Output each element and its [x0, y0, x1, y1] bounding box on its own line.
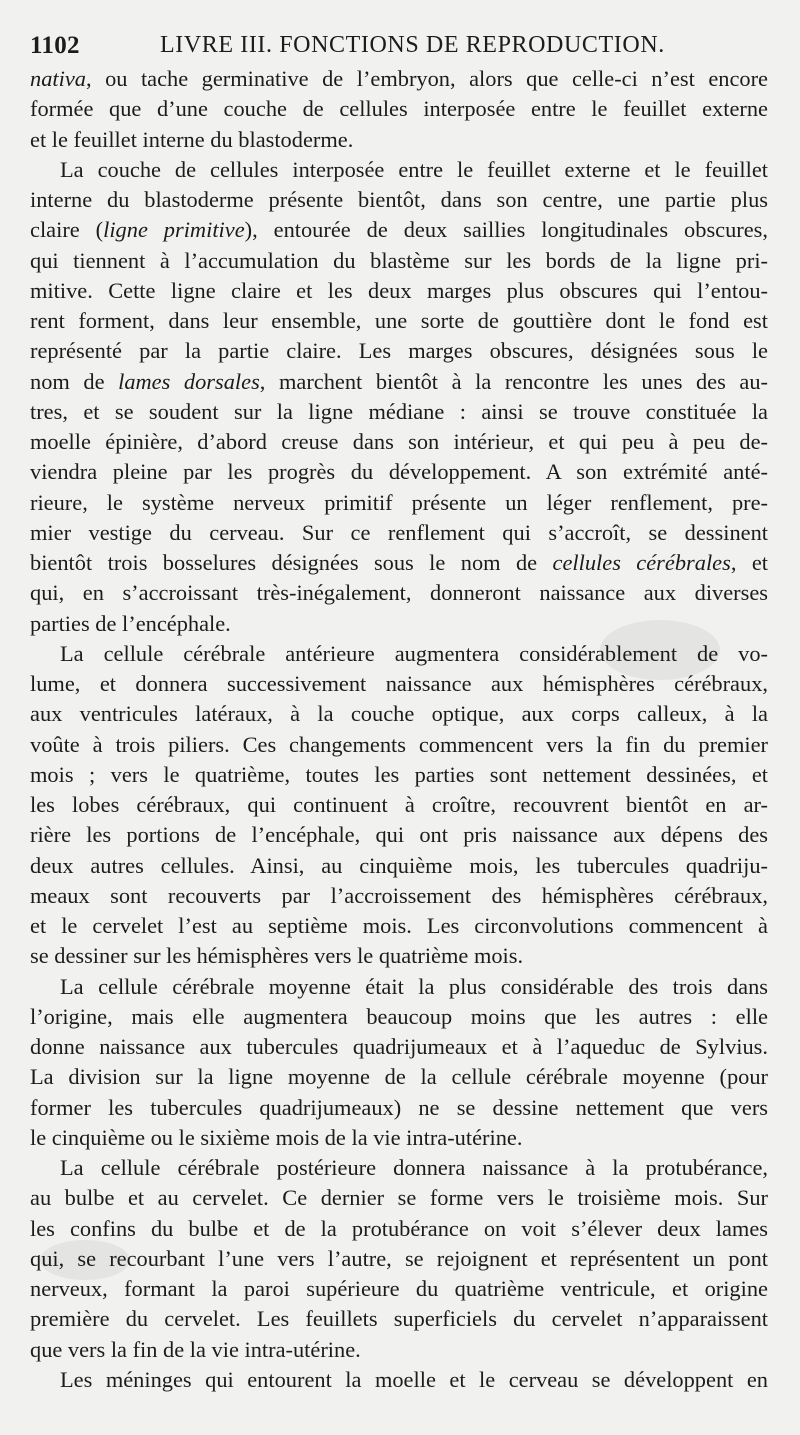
text-line: [30, 1214, 768, 1244]
text-run: meaux sont recouverts par l’accroissement des hémisphères cérébraux,: [30, 882, 768, 908]
text-run: La cellule cérébrale antérieure augmentera considérablement de vo-: [60, 640, 768, 666]
text-run: que vers la fin de la vie intra-utérine.: [30, 1336, 361, 1362]
running-header: [30, 28, 770, 64]
text-run: se dessiner sur les hémisphères vers le quatrième mois.: [30, 943, 524, 969]
text-line: [30, 64, 768, 94]
text-run: Les méninges qui entourent la moelle et le cerveau se développent en: [60, 1366, 768, 1392]
text-run: tres, et se soudent sur la ligne médiane : ainsi se trouve constituée la: [30, 398, 768, 424]
text-line: [30, 427, 768, 457]
text-line: [30, 1335, 768, 1365]
text-run: lume, et donnera successivement naissance aux hémisphères cérébraux,: [30, 671, 768, 696]
text-line: [30, 246, 768, 276]
text-line: [30, 669, 768, 699]
text-line: [30, 941, 768, 971]
text-run: ), entourée de deux saillies longitudinales obscures,: [244, 217, 768, 243]
text-run: l’origine, mais elle augmentera beaucoup moins que les autres : elle: [30, 1003, 768, 1029]
italic-term: lames dorsales: [118, 368, 260, 394]
text-line: [30, 1002, 768, 1032]
running-title: LIVRE III. FONCTIONS DE REPRODUCTION.: [160, 32, 665, 58]
text-run: le cinquième ou le sixième mois de la vie intra-utérine.: [30, 1124, 523, 1150]
italic-term: nativa: [30, 66, 86, 91]
text-line: [30, 699, 768, 729]
text-line: [30, 367, 768, 397]
text-run: qui, en s’accroissant très-inégalement, donneront naissance aux diverses: [30, 580, 768, 606]
text-line: [30, 125, 768, 155]
text-run: première du cervelet. Les feuillets superficiels du cervelet n’apparaissent: [30, 1306, 768, 1332]
text-line: [30, 1123, 768, 1153]
text-line: [30, 336, 768, 366]
text-run: La division sur la ligne moyenne de la cellule cérébrale moyenne (pour: [30, 1064, 768, 1090]
text-run: former les tubercules quadrijumeaux) ne se dessine nettement que vers: [30, 1094, 768, 1120]
text-run: formée que d’une couche de cellules interposée entre le feuillet externe: [30, 96, 768, 122]
text-line: [30, 185, 768, 215]
text-line: [30, 851, 768, 881]
text-run: et le cervelet l’est au septième mois. Les circonvolutions commencent à: [30, 913, 768, 938]
text-run: viendra pleine par les progrès du développement. A son extrémité anté-: [30, 459, 768, 485]
text-run: parties de l’encéphale.: [30, 610, 231, 636]
body-text: [30, 64, 768, 1395]
text-run: , et: [730, 550, 768, 575]
text-line: [30, 1183, 768, 1213]
text-line: [30, 306, 768, 336]
text-line: [30, 760, 768, 790]
text-run: mier vestige du cerveau. Sur ce renflement qui s’accroît, se dessinent: [30, 519, 768, 545]
text-line: [30, 1365, 768, 1395]
text-run: nerveux, formant la paroi supérieure du quatrième ventricule, et origine: [30, 1276, 768, 1301]
text-line: [30, 94, 768, 124]
text-line: [30, 911, 768, 941]
text-line: [30, 790, 768, 820]
text-run: les confins du bulbe et de la protubérance on voit s’élever deux lames: [30, 1215, 768, 1241]
italic-term: cellules cérébrales: [552, 550, 731, 575]
text-line: [30, 488, 768, 518]
text-run: voûte à trois piliers. Ces changements commencent vers la fin du premier: [30, 731, 768, 757]
text-run: mitive. Cette ligne claire et les deux marges plus obscures qui l’entou-: [30, 277, 768, 303]
text-run: , marchent bientôt à la rencontre les unes des au-: [259, 368, 768, 394]
text-run: La couche de cellules interposée entre le feuillet externe et le feuillet: [60, 156, 768, 182]
text-run: rière les portions de l’encéphale, qui ont pris naissance aux dépens des: [30, 822, 768, 848]
text-line: [30, 155, 768, 185]
page-number: 1102: [30, 32, 80, 59]
text-run: et le feuillet interne du blastoderme.: [30, 126, 354, 152]
text-line: [30, 1304, 768, 1334]
text-line: [30, 215, 768, 245]
text-run: donne naissance aux tubercules quadrijumeaux et à l’aqueduc de Sylvius.: [30, 1034, 768, 1059]
text-run: représenté par la partie claire. Les marges obscures, désignées sous le: [30, 338, 768, 364]
text-line: [30, 639, 768, 669]
text-run: au bulbe et au cervelet. Ce dernier se forme vers le troisième mois. Sur: [30, 1185, 768, 1211]
text-line: [30, 397, 768, 427]
text-line: [30, 518, 768, 548]
text-run: interne du blastoderme présente bientôt, dans son centre, une partie plus: [30, 187, 768, 212]
text-line: [30, 457, 768, 487]
text-line: [30, 972, 768, 1002]
text-run: claire (: [30, 217, 104, 243]
text-line: [30, 730, 768, 760]
text-line: [30, 276, 768, 306]
text-line: [30, 578, 768, 608]
text-line: [30, 1153, 768, 1183]
text-line: [30, 1062, 768, 1092]
text-line: [30, 1274, 768, 1304]
text-line: [30, 1093, 768, 1123]
text-run: qui, se recourbant l’une vers l’autre, se rejoignent et représentent un pont: [30, 1245, 768, 1271]
text-line: [30, 881, 768, 911]
text-line: [30, 548, 768, 578]
text-run: rieure, le système nerveux primitif présente un léger renflement, pre-: [30, 489, 768, 515]
text-line: [30, 609, 768, 639]
text-line: [30, 820, 768, 850]
text-run: La cellule cérébrale postérieure donnera naissance à la protubérance,: [60, 1155, 768, 1180]
text-run: nom de: [30, 368, 119, 394]
text-line: [30, 1244, 768, 1274]
text-run: aux ventricules latéraux, à la couche optique, aux corps calleux, à la: [30, 701, 768, 727]
text-run: qui tiennent à l’accumulation du blastème sur les bords de la ligne pri-: [30, 247, 768, 273]
text-run: mois ; vers le quatrième, toutes les parties sont nettement dessinées, et: [30, 761, 768, 787]
text-run: les lobes cérébraux, qui continuent à croître, recouvrent bientôt en ar-: [30, 792, 768, 817]
text-run: bientôt trois bosselures désignées sous le nom de: [30, 550, 553, 575]
text-line: [30, 1032, 768, 1062]
text-run: , ou tache germinative de l’embryon, alors que celle-ci n’est encore: [85, 66, 768, 91]
text-run: La cellule cérébrale moyenne était la plus considérable des trois dans: [60, 973, 768, 999]
text-run: deux autres cellules. Ainsi, au cinquième mois, les tubercules quadriju-: [30, 852, 768, 878]
italic-term: ligne primitive: [103, 217, 245, 243]
text-run: rent forment, dans leur ensemble, une sorte de gouttière dont le fond est: [30, 308, 768, 333]
text-run: moelle épinière, d’abord creuse dans son intérieur, et qui peu à peu de-: [30, 429, 768, 454]
